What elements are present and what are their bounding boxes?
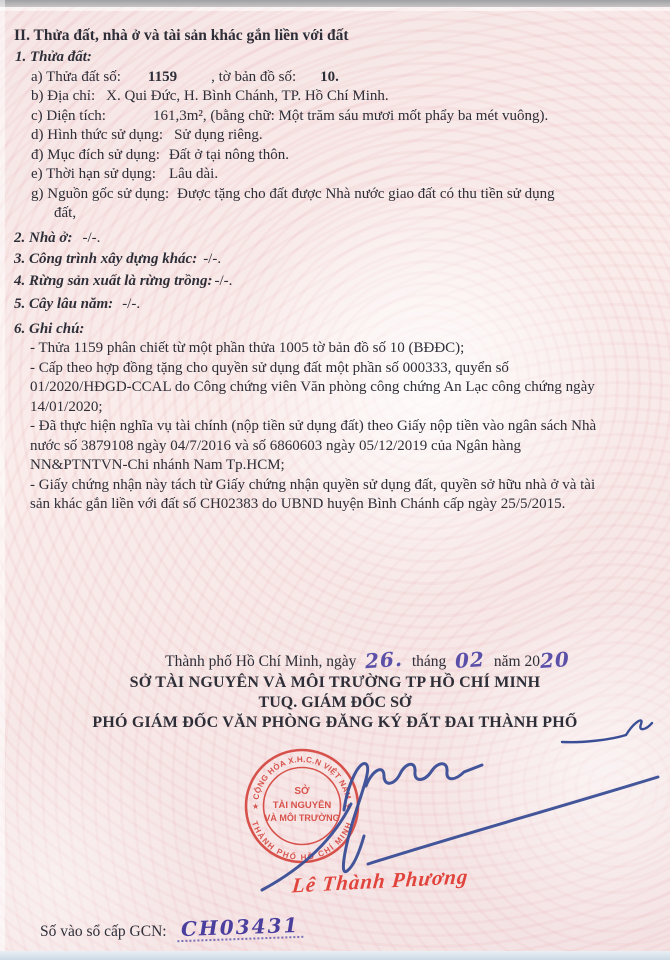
use-form-label: d) Hình thức sử dụng:	[31, 127, 164, 144]
seal-star-right: ★	[345, 802, 353, 811]
seal-star-left: ★	[252, 802, 260, 811]
scan-edge-left	[0, 0, 5, 960]
signer-title-2: PHÓ GIÁM ĐỐC VĂN PHÒNG ĐĂNG KÝ ĐẤT ĐAI THÀNH PHỐ	[92, 714, 578, 731]
initials-ink	[560, 712, 655, 748]
footer-line	[40, 912, 303, 942]
scan-edge-top-highlight	[0, 7, 670, 11]
house-value: -/-.	[82, 229, 101, 246]
use-origin-label: g) Nguồn gốc sử dụng:	[31, 185, 170, 202]
place-date-line	[70, 646, 670, 674]
gcn-number-value: CH03431	[176, 915, 303, 942]
address-label: b) Địa chỉ:	[31, 88, 96, 105]
initials-stroke	[562, 720, 652, 742]
gcn-number-label: Số vào sổ cấp GCN:	[40, 923, 167, 940]
issuing-org: SỞ TÀI NGUYÊN VÀ MÔI TRƯỜNG TP HỒ CHÍ MINH	[129, 674, 541, 691]
section-forest	[14, 272, 646, 292]
parcel-block	[15, 48, 646, 224]
notes-block	[30, 339, 608, 515]
parcel-number-label: a) Thửa đất số:	[31, 68, 121, 85]
use-purpose-label: đ) Mục đích sử dụng:	[31, 146, 160, 163]
month-label: tháng	[411, 653, 447, 670]
signer-title-1: TUQ. GIÁM ĐỐC SỞ	[258, 694, 412, 711]
parcel-row-use-form	[31, 126, 646, 146]
seal-center-line-3: VÀ MÔI TRƯỜNG	[264, 813, 340, 823]
map-sheet-label: , tờ bản đồ số:	[211, 68, 297, 85]
section-house	[14, 229, 646, 249]
construction-value: -/-.	[203, 251, 222, 268]
parcel-row-use-purpose	[31, 146, 646, 166]
parcel-row-area	[31, 107, 646, 127]
seal-ring-bottom-text: THÀNH PHỐ HỒ CHÍ MINH	[250, 819, 355, 863]
use-form-value: Sử dụng riêng.	[174, 127, 263, 144]
place-date-prefix: Thành phố Hồ Chí Minh, ngày	[165, 653, 357, 670]
parcel-row-address	[31, 87, 646, 107]
section-construction	[14, 250, 646, 270]
house-heading: 2. Nhà ở:	[14, 229, 73, 246]
handwritten-year-suffix: 20	[539, 646, 571, 674]
parcel-row-use-origin	[31, 185, 646, 224]
note-item: - Giấy chứng nhận này tách từ Giấy chứng nhận quyền sử dụng đất, quyền sở hữu nhà ở và tài sản khác gắn liền với đất số CH02383 do UBND huyện Bình Chánh cấp ngày 25/5/2015.	[30, 476, 596, 513]
handwritten-month: 02	[454, 646, 486, 674]
parcel-heading: 1. Thửa đất:	[15, 49, 92, 66]
use-origin-value-continuation: đất,	[54, 205, 77, 222]
forest-value: -/-.	[214, 272, 233, 289]
handwritten-day: 26.	[364, 646, 404, 674]
use-term-label: e) Thời hạn sử dụng:	[31, 166, 156, 183]
certificate-body	[14, 26, 646, 515]
parcel-row-use-term	[31, 165, 646, 185]
seal-ring-top-text: CỘNG HÒA X.H.C.N VIỆT NAM	[251, 754, 353, 801]
note-item: - Cấp theo hợp đồng tặng cho quyền sử dụng đất một phần số 000333, quyển số 01/2020/HĐGD-CCAL do Công chứng viên Văn phòng công chứng An Lạc công chứng ngày 14/01/2020;	[30, 359, 595, 415]
use-origin-value: Được tặng cho đất được Nhà nước giao đất có thu tiền sử dụng	[177, 185, 555, 202]
scan-edge-top	[0, 0, 670, 7]
year-label: năm 20	[493, 653, 540, 670]
area-label: c) Diện tích:	[31, 107, 106, 124]
use-purpose-value: Đất ở tại nông thôn.	[168, 146, 289, 163]
construction-heading: 3. Công trình xây dựng khác:	[14, 251, 198, 268]
map-sheet-value: 10.	[320, 68, 339, 85]
forest-heading: 4. Rừng sản xuất là rừng trồng:	[14, 272, 213, 289]
address-value: X. Qui Đức, H. Bình Chánh, TP. Hồ Chí Minh.	[106, 88, 389, 105]
note-item: - Đã thực hiện nghĩa vụ tài chính (nộp tiền sử dụng đất) theo Giấy nộp tiền vào ngân sách Nhà nước số 3879108 ngày 04/7/2016 và số 6860603 ngày 05/12/2019 của Ngân hàng NN&PTNTVN-Chi nhánh Nam Tp.HCM;	[30, 418, 597, 474]
perennial-value: -/-.	[122, 296, 141, 313]
signer-name: Lê Thành Phương	[291, 864, 470, 898]
seal-center-line-1: SỞ	[294, 786, 310, 797]
signature-stroke	[366, 764, 482, 786]
section-ii-title: II. Thửa đất, nhà ở và tài sản khác gắn liền với đất	[14, 27, 349, 44]
area-value: 161,3m², (bằng chữ: Một trăm sáu mươi mốt phẩy ba mét vuông).	[152, 107, 549, 124]
signature-stroke	[343, 764, 367, 872]
scan-edge-bottom	[0, 951, 670, 960]
seal-center-line-2: TÀI NGUYÊN	[272, 800, 332, 811]
signature-ink	[248, 730, 668, 928]
perennial-heading: 5. Cây lâu năm:	[14, 296, 114, 313]
signature-stroke	[368, 777, 658, 864]
notes-heading: 6. Ghi chú:	[14, 320, 85, 337]
parcel-number-value: 1159	[147, 68, 178, 85]
section-perennial	[14, 295, 646, 315]
parcel-row-a	[31, 68, 646, 88]
note-item: - Thửa 1159 phân chiết từ một phần thửa 1005 tờ bản đồ số 10 (BĐĐC);	[30, 340, 465, 357]
use-term-value: Lâu dài.	[168, 166, 219, 183]
